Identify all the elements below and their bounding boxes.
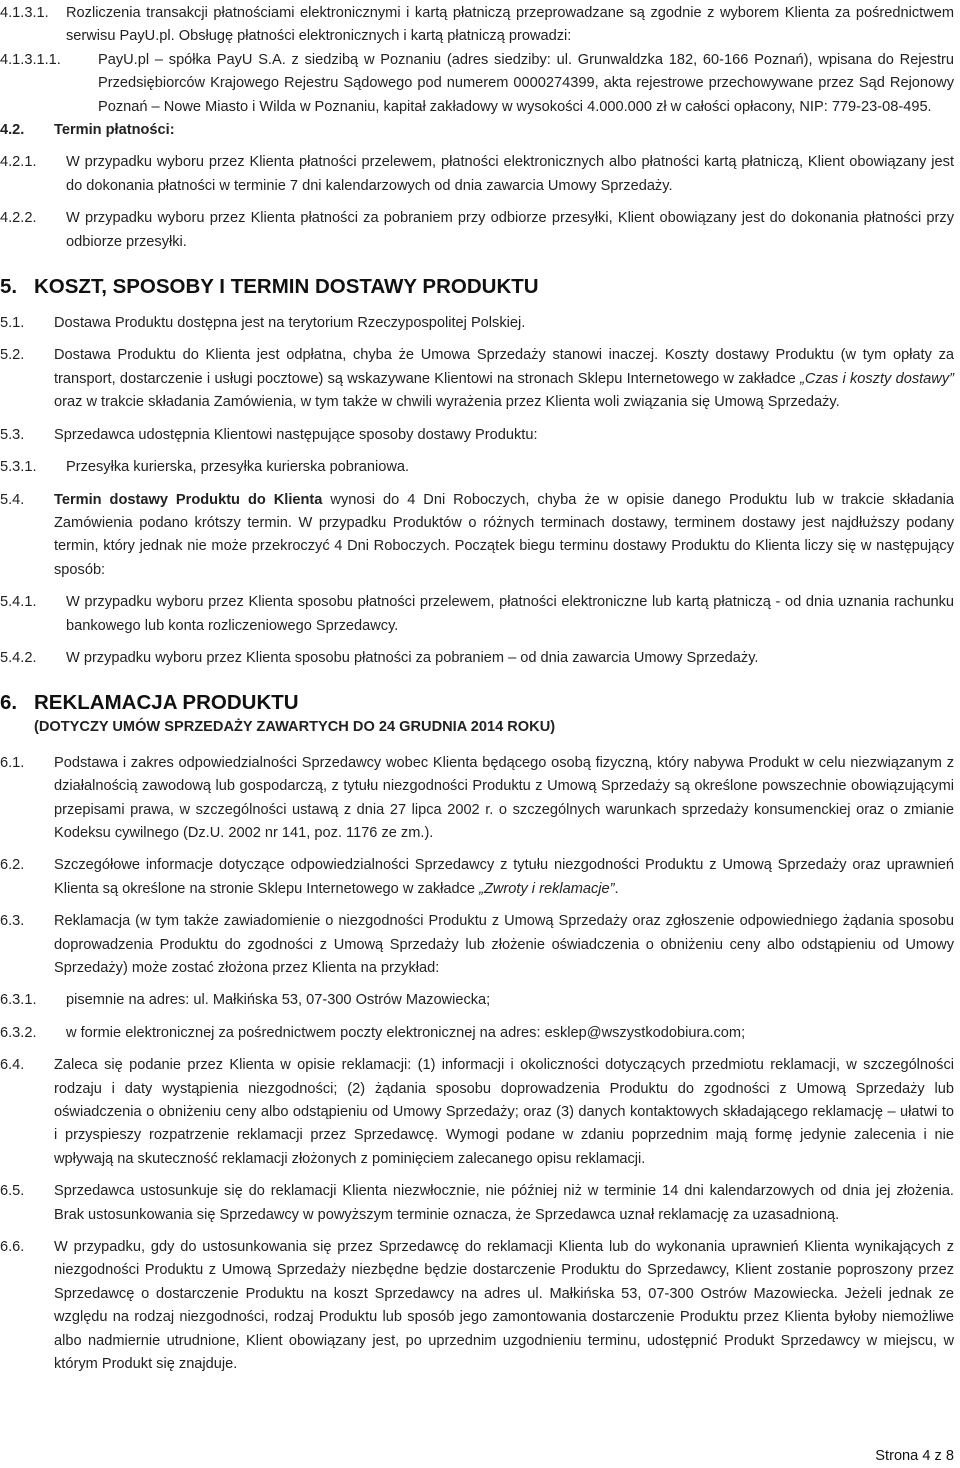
clause-6-1 [0,752,960,846]
clause-heading: Termin płatności: [54,122,175,139]
clause-number: 6.2. [0,857,25,874]
clause-4-2-2 [0,207,960,254]
clause-number: 6.1. [0,754,25,771]
clause-text: Zaleca się podanie przez Klienta w opisie reklamacji: (1) informacji i okoliczności dotyczących przedmiotu reklamacji, w szczególności rodzaju i daty wystąpienia niezgodności; (2) żądania sposobu doprowadzenia Produktu do zgodności z Umową Sprzedaży lub oświadczenia o obniżeniu ceny albo odstąpieniu od Umowy Sprzedaży; oraz (3) danych kontaktowych składającego reklamację – ułatwi to i przyspieszy rozpatrzenie reklamacji przez Sprzedawcę. Wymogi podane w zdaniu poprzednim mają formę jedynie zalecenia i nie wpływają na skuteczność reklamacji złożonych z pominięciem zalecanego opisu reklamacji. [54,1057,954,1167]
clause-6-2 [0,854,960,901]
clause-4-2-1 [0,151,960,198]
clause-number: 4.1.3.1.1. [0,51,61,68]
clause-text: Sprzedawca ustosunkuje się do reklamacji Klienta niezwłocznie, nie później niż w terminie 14 dni kalendarzowych od dnia jej złożenia. Brak ustosunkowania się Sprzedawcy w powyższym terminie oznacza, że Sprzedawca uznał reklamację za uzasadnioną. [54,1183,954,1223]
clause-number: 5.3.1. [0,459,37,476]
clause-4-1-3-1-1 [0,49,960,119]
clause-number: 6.5. [0,1183,25,1200]
clause-text-part: Dostawa Produktu do Klienta jest odpłatna, chyba że Umowa Sprzedaży stanowi inaczej. Koszty dostawy Produktu (w tym opłaty za transport, dostarczenie i usługi pocztowe) są wskazywane Klientowi na stronach Sklepu Internetowego w zakładce [54,347,954,387]
clause-text-part: . [614,880,619,897]
section-title: KOSZT, SPOSOBY I TERMIN DOSTAWY PRODUKTU [34,275,539,299]
clause-number: 5.3. [0,426,25,443]
section-title: REKLAMACJA PRODUKTU [34,691,299,715]
clause-text: W przypadku wyboru przez Klienta sposobu płatności za pobraniem – od dnia zawarcia Umowy Sprzedaży. [66,649,759,666]
clause-number: 4.2.1. [0,154,37,171]
clause-text: pisemnie na adres: ul. Małkińska 53, 07-300 Ostrów Mazowiecka; [66,992,491,1009]
clause-text: w formie elektronicznej za pośrednictwem poczty elektronicznej na adres: esklep@wszystkodobiura.com; [66,1024,746,1041]
clause-6-3-2 [0,1022,960,1045]
clause-5-4-2 [0,647,960,670]
clause-number: 5.1. [0,315,25,332]
clause-number: 4.1.3.1. [0,5,49,21]
clause-number: 6.3.1. [0,992,37,1009]
clause-6-5 [0,1180,960,1227]
clause-text: Rozliczenia transakcji płatnościami elektronicznymi i kartą płatniczą przeprowadzane są zgodnie z wyborem Klienta za pośrednictwem serwisu PayU.pl. Obsługę płatności elektronicznych i kartą płatniczą prowadzi: [66,5,954,45]
clause-5-2 [0,344,960,414]
clause-number: 4.2.2. [0,210,37,227]
clause-6-4 [0,1054,960,1171]
clause-number: 6.4. [0,1057,25,1074]
delivery-tab-reference: „Czas i koszty dostawy” [800,370,954,387]
clause-number: 5.4.2. [0,649,37,666]
clause-5-1 [0,312,960,335]
clause-number: 5.2. [0,347,25,364]
section-5-heading [0,274,960,300]
clause-text: Reklamacja (w tym także zawiadomienie o niezgodności Produktu z Umową Sprzedaży oraz zgłoszenie odpowiedniego żądania sposobu doprowadzenia Produktu do zgodności z Umową Sprzedaży lub złożenie oświadczenia o obniżeniu ceny albo odstąpieniu od Umowy Sprzedaży) może zostać złożona przez Klienta na przykład: [54,913,954,976]
clause-text-part: wynosi do 4 Dni Roboczych, chyba że w opisie danego Produktu lub w trakcie składania Zamówienia podano krótszy termin. W przypadku Produktów o różnych terminach dostawy, terminem dostawy jest najdłuższy podany termin, który jednak nie może przekroczyć 4 Dni Roboczych. Początek biegu terminu dostawy Produktu do Klienta liczy się w następujący sposób: [54,491,954,578]
clause-6-3-1 [0,989,960,1012]
clause-5-3-1 [0,456,960,479]
clause-text: W przypadku wyboru przez Klienta płatności przelewem, płatności elektronicznych albo płatności kartą płatniczą, Klient obowiązany jest do dokonania płatności w terminie 7 dni kalendarzowych od dnia zawarcia Umowy Sprzedaży. [66,154,954,194]
section-number: 6. [0,691,18,715]
clause-5-3 [0,424,960,447]
clause-6-6 [0,1236,960,1376]
clause-number: 6.6. [0,1239,25,1256]
clause-text: Przesyłka kurierska, przesyłka kurierska pobraniowa. [66,459,410,476]
clause-number: 5.4. [0,491,25,508]
clause-text [54,489,960,583]
clause-text: W przypadku wyboru przez Klienta płatności za pobraniem przy odbiorze przesyłki, Klient obowiązany jest do dokonania płatności przy odbiorze przesyłki. [66,210,954,250]
clause-text: Sprzedawca udostępnia Klientowi następujące sposoby dostawy Produktu: [54,426,538,443]
clause-4-2 [0,119,960,142]
clause-number: 6.3.2. [0,1024,37,1041]
clause-text: Dostawa Produktu dostępna jest na terytorium Rzeczypospolitej Polskiej. [54,315,526,332]
clause-text: PayU.pl – spółka PayU S.A. z siedzibą w Poznaniu (adres siedziby: ul. Grunwaldzka 182, 60-166 Poznań), wpisana do Rejestru Przedsiębiorców Krajowego Rejestru Sądowego pod numerem 0000274399, akta rejestrowe przechowywane przez Sąd Rejonowy Poznań – Nowe Miasto i Wilda w Poznaniu, kapitał zakładowy w wysokości 4.000.000 zł w całości opłacony, NIP: 779-23-08-495. [98,51,954,115]
clause-text [54,854,960,901]
clause-bold-term: Termin dostawy Produktu do Klienta [54,491,323,508]
clause-text [54,344,960,414]
clause-4-1-3-1 [0,2,960,49]
section-6-heading [0,690,960,716]
page-number: Strona 4 z 8 [875,1448,954,1464]
document-page [0,2,960,1377]
clause-text: Podstawa i zakres odpowiedzialności Sprzedawcy wobec Klienta będącego osobą fizyczną, który nabywa Produkt w celu niezwiązanym z działalnością zawodową lub gospodarczą, z tytułu niezgodności Produktu z Umową Sprzedaży są określone powszechnie obowiązującymi przepisami prawa, w szczególności ustawą z dnia 27 lipca 2002 r. o szczególnych warunkach sprzedaży konsumenckiej oraz o zmianie Kodeksu cywilnego (Dz.U. 2002 nr 141, poz. 1176 ze zm.). [54,754,954,841]
clause-text: W przypadku, gdy do ustosunkowania się przez Sprzedawcę do reklamacji Klienta lub do wykonania uprawnień Klienta wynikających z niezgodności Produktu z Umową Sprzedaży niezbędne będzie dostarczenie Produktu do Sprzedawcy, Klient zostanie poproszony przez Sprzedawcę o dostarczenie Produktu na koszt Sprzedawcy na adres ul. Małkińska 53, 07-300 Ostrów Mazowiecka. Jeżeli jednak ze względu na rodzaj niezgodności, rodzaj Produktu lub sposób jego zamontowania dostarczenie Produktu przez Klienta byłoby niemożliwe albo nadmiernie utrudnione, Klient obowiązany jest, po uprzednim uzgodnieniu terminu, udostępnić Produkt Sprzedawcy w miejscu, w którym Produkt się znajduje. [54,1239,954,1373]
clause-number: 6.3. [0,913,25,930]
section-6-subtitle: (DOTYCZY UMÓW SPRZEDAŻY ZAWARTYCH DO 24 GRUDNIA 2014 ROKU) [34,719,556,736]
section-number: 5. [0,275,18,299]
clause-text-part: oraz w trakcie składania Zamówienia, w tym także w chwili wyrażenia przez Klienta woli związania się Umową Sprzedaży. [54,394,840,411]
clause-number: 5.4.1. [0,594,37,611]
clause-5-4 [0,489,960,583]
clause-6-3 [0,910,960,980]
clause-5-4-1 [0,591,960,638]
clause-text-part: Szczegółowe informacje dotyczące odpowiedzialności Sprzedawcy z tytułu niezgodności Produktu z Umową Sprzedaży oraz uprawnień Klienta są określone na stronie Sklepu Internetowego w zakładce [54,857,954,897]
clause-number: 4.2. [0,122,25,139]
returns-tab-reference: „Zwroty i reklamacje” [479,880,615,897]
clause-text: W przypadku wyboru przez Klienta sposobu płatności przelewem, płatności elektroniczne lub kartą płatniczą - od dnia uznania rachunku bankowego lub konta rozliczeniowego Sprzedawcy. [66,594,954,634]
